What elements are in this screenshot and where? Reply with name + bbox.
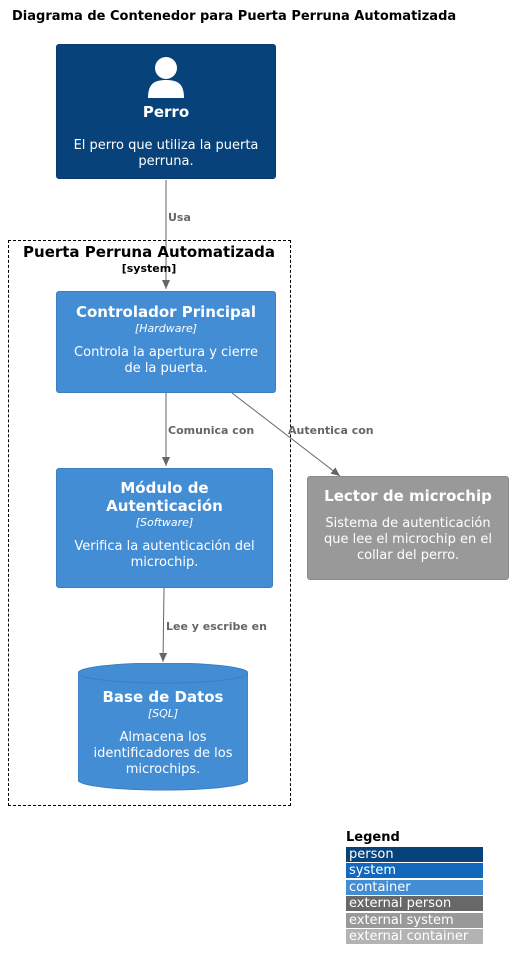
reader-name: Lector de microchip [324,487,492,505]
diagram-title: Diagrama de Contenedor para Puerta Perruna Automatizada [12,9,457,24]
person-perro[interactable] [56,44,276,179]
person-name: Perro [142,103,190,121]
database-name: Base de Datos [102,688,224,706]
edge-reads-writes-label: Lee y escribe en [166,620,267,633]
auth-tech: [Software] [135,516,194,529]
auth-description: Verifica la autenticación del microchip. [74,539,255,570]
legend-item-system: system [346,863,483,878]
reader-description: Sistema de autenticación que lee el microchip en el collar del perro. [324,516,492,563]
container-auth[interactable] [56,468,273,588]
legend-item-external-container: external container [346,929,483,944]
legend-item-person: person [346,847,483,862]
container-controller[interactable] [56,291,276,393]
database-tech: [SQL] [147,707,179,720]
legend-item-container: container [346,880,483,895]
database-description: Almacena los identificadores de los microchips. [93,730,233,777]
edge-uses-label: Usa [168,211,191,224]
person-description: El perro que utiliza la puerta perruna. [73,138,259,169]
person-icon [146,56,186,100]
external-system-reader[interactable] [307,476,509,580]
controller-name: Controlador Principal [75,303,257,321]
controller-tech: [Hardware] [134,322,198,335]
legend-item-external-system: external system [346,913,483,928]
boundary-title: Puerta Perruna Automatizada [23,243,275,261]
controller-description: Controla la apertura y cierre de la puerta. [74,345,258,376]
edge-authenticates-label: Autentica con [288,424,374,437]
boundary-type: [system] [121,262,177,275]
legend-item-external-person: external person [346,896,483,911]
edge-communicates-label: Comunica con [168,424,255,437]
legend-title: Legend [346,830,400,845]
container-database[interactable] [78,663,248,791]
auth-name: Módulo de Autenticación [106,479,223,515]
